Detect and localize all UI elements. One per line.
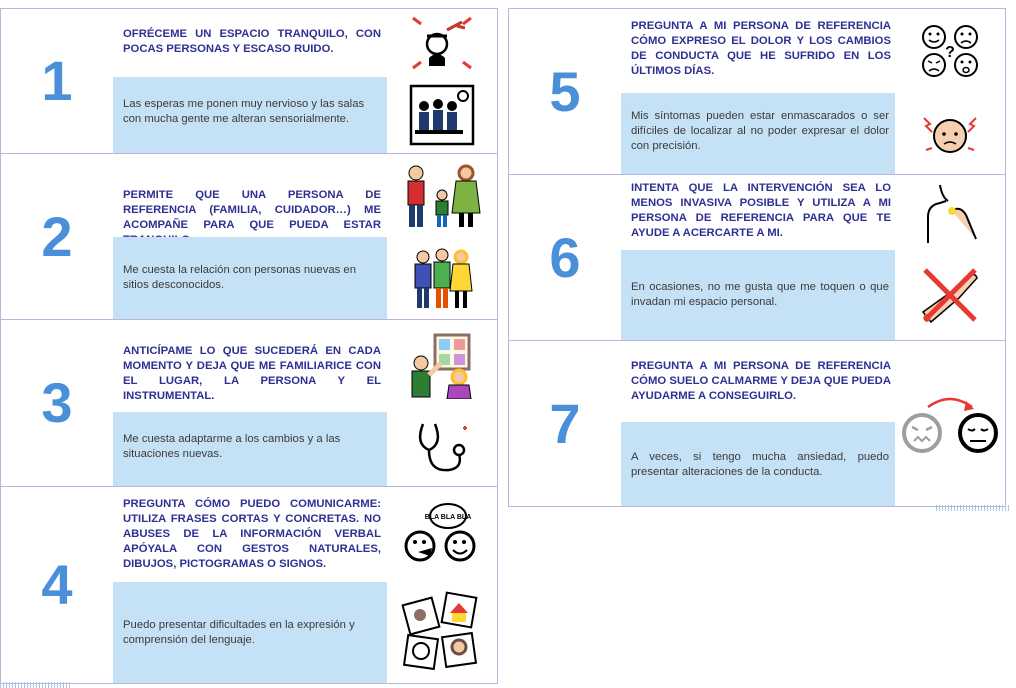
strangers-icon	[387, 237, 497, 319]
no-touch-icon	[895, 250, 1005, 340]
card-number: 6	[549, 225, 581, 289]
situation-box	[113, 412, 497, 486]
situation-box	[621, 422, 895, 506]
decorative-stripe	[936, 505, 1010, 511]
request-box	[621, 341, 895, 422]
situation-text: A veces, si tengo mucha ansiedad, puedo presentar alteraciones de la conducta.	[631, 451, 889, 478]
waiting-room-icon	[387, 77, 497, 153]
card-7	[509, 341, 1005, 506]
card-2	[1, 154, 497, 320]
request-text: OFRÉCEME UN ESPACIO TRANQUILO, CON POCAS PERSONAS Y ESCASO RUIDO.	[123, 28, 381, 55]
request-box	[113, 320, 497, 413]
schedule-board-icon	[387, 320, 497, 412]
card-3	[1, 320, 497, 487]
gentle-touch-icon	[895, 175, 1005, 250]
request-text: PREGUNTA A MI PERSONA DE REFERENCIA CÓMO EXPRESO EL DOLOR Y LOS CAMBIOS DE CONDUCTA QUE HE SUFRIDO EN LOS ÚLTIMOS DÍAS.	[631, 20, 891, 77]
situation-text: Mis síntomas pueden estar enmascarados o ser difíciles de localizar al no poder expresar el dolor con precisión.	[631, 110, 889, 152]
noise-stress-icon	[387, 9, 497, 77]
pain-head-icon	[895, 93, 1005, 174]
card-number: 4	[41, 553, 73, 616]
left-column	[0, 8, 498, 684]
svg-text:?: ?	[945, 44, 955, 61]
card-4	[1, 487, 497, 683]
situation-text: Puedo presentar dificultades en la expresión y comprensión del lenguaje.	[123, 619, 355, 646]
situation-box	[621, 93, 1005, 174]
request-box	[113, 154, 497, 238]
card-number: 5	[549, 59, 581, 123]
stethoscope-icon	[387, 412, 497, 486]
card-number: 1	[41, 49, 73, 112]
situation-box	[621, 250, 1005, 340]
card-number: 2	[41, 204, 73, 268]
request-box	[113, 9, 497, 78]
request-text: PERMITE QUE UNA PERSONA DE REFERENCIA (FAMILIA, CUIDADOR…) ME ACOMPAÑE PARA QUE PUEDA ESTAR	[123, 189, 381, 231]
pictogram-cards-icon	[387, 582, 497, 683]
request-text: INTENTA QUE LA INTERVENCIÓN SEA LO MENOS INVASIVA POSIBLE Y UTILIZA A MI PERSONA DE REFERENCIA PARA QUE TE AYUDE A ACERCARTE A MI.	[631, 182, 891, 239]
request-text: ANTICÍPAME LO QUE SUCEDERÁ EN CADA MOMENTO Y DEJA QUE ME FAMILIARICE CON EL LUGAR, LA PERSONA Y EL INSTRUMENTAL.	[123, 345, 381, 402]
card-number: 7	[549, 391, 581, 455]
situation-text: Me cuesta adaptarme a los cambios y a las situaciones nuevas.	[123, 433, 341, 460]
emotion-faces-icon	[895, 9, 1005, 93]
situation-box	[113, 77, 497, 153]
situation-box	[113, 237, 497, 319]
right-column	[508, 8, 1006, 507]
talking-faces-icon	[387, 487, 497, 582]
decorative-stripe	[0, 682, 70, 688]
card-1	[1, 9, 497, 154]
request-box	[621, 175, 1005, 251]
card-6	[509, 175, 1005, 341]
request-box	[621, 9, 1005, 94]
situation-text: Me cuesta la relación con personas nuevas en sitios desconocidos.	[123, 264, 356, 291]
request-box	[113, 487, 497, 583]
situation-text: En ocasiones, no me gusta que me toquen o que invadan mi espacio personal.	[631, 281, 889, 308]
card-number: 3	[41, 371, 73, 434]
bubble-text: BLA BLA BLA	[424, 513, 472, 521]
request-text: PREGUNTA CÓMO PUEDO COMUNICARME: UTILIZA FRASES CORTAS Y CONCRETAS. NO ABUSES DE LA INFORMACIÓN VERBAL APÓYALA CON GESTOS NATURALES, DIBUJOS, PICTOGRAMAS O SIGNOS.	[123, 498, 381, 570]
card-5	[509, 9, 1005, 175]
situation-text: Las esperas me ponen muy nervioso y las salas con mucha gente me alteran sensorialmente.	[123, 98, 365, 125]
calm-down-icon	[895, 341, 1005, 506]
request-text: PREGUNTA A MI PERSONA DE REFERENCIA CÓMO SUELO CALMARME Y DEJA QUE PUEDA AYUDARME A CONSEGUIRLO.	[631, 360, 891, 402]
family-icon	[387, 154, 497, 237]
situation-box	[113, 582, 497, 683]
